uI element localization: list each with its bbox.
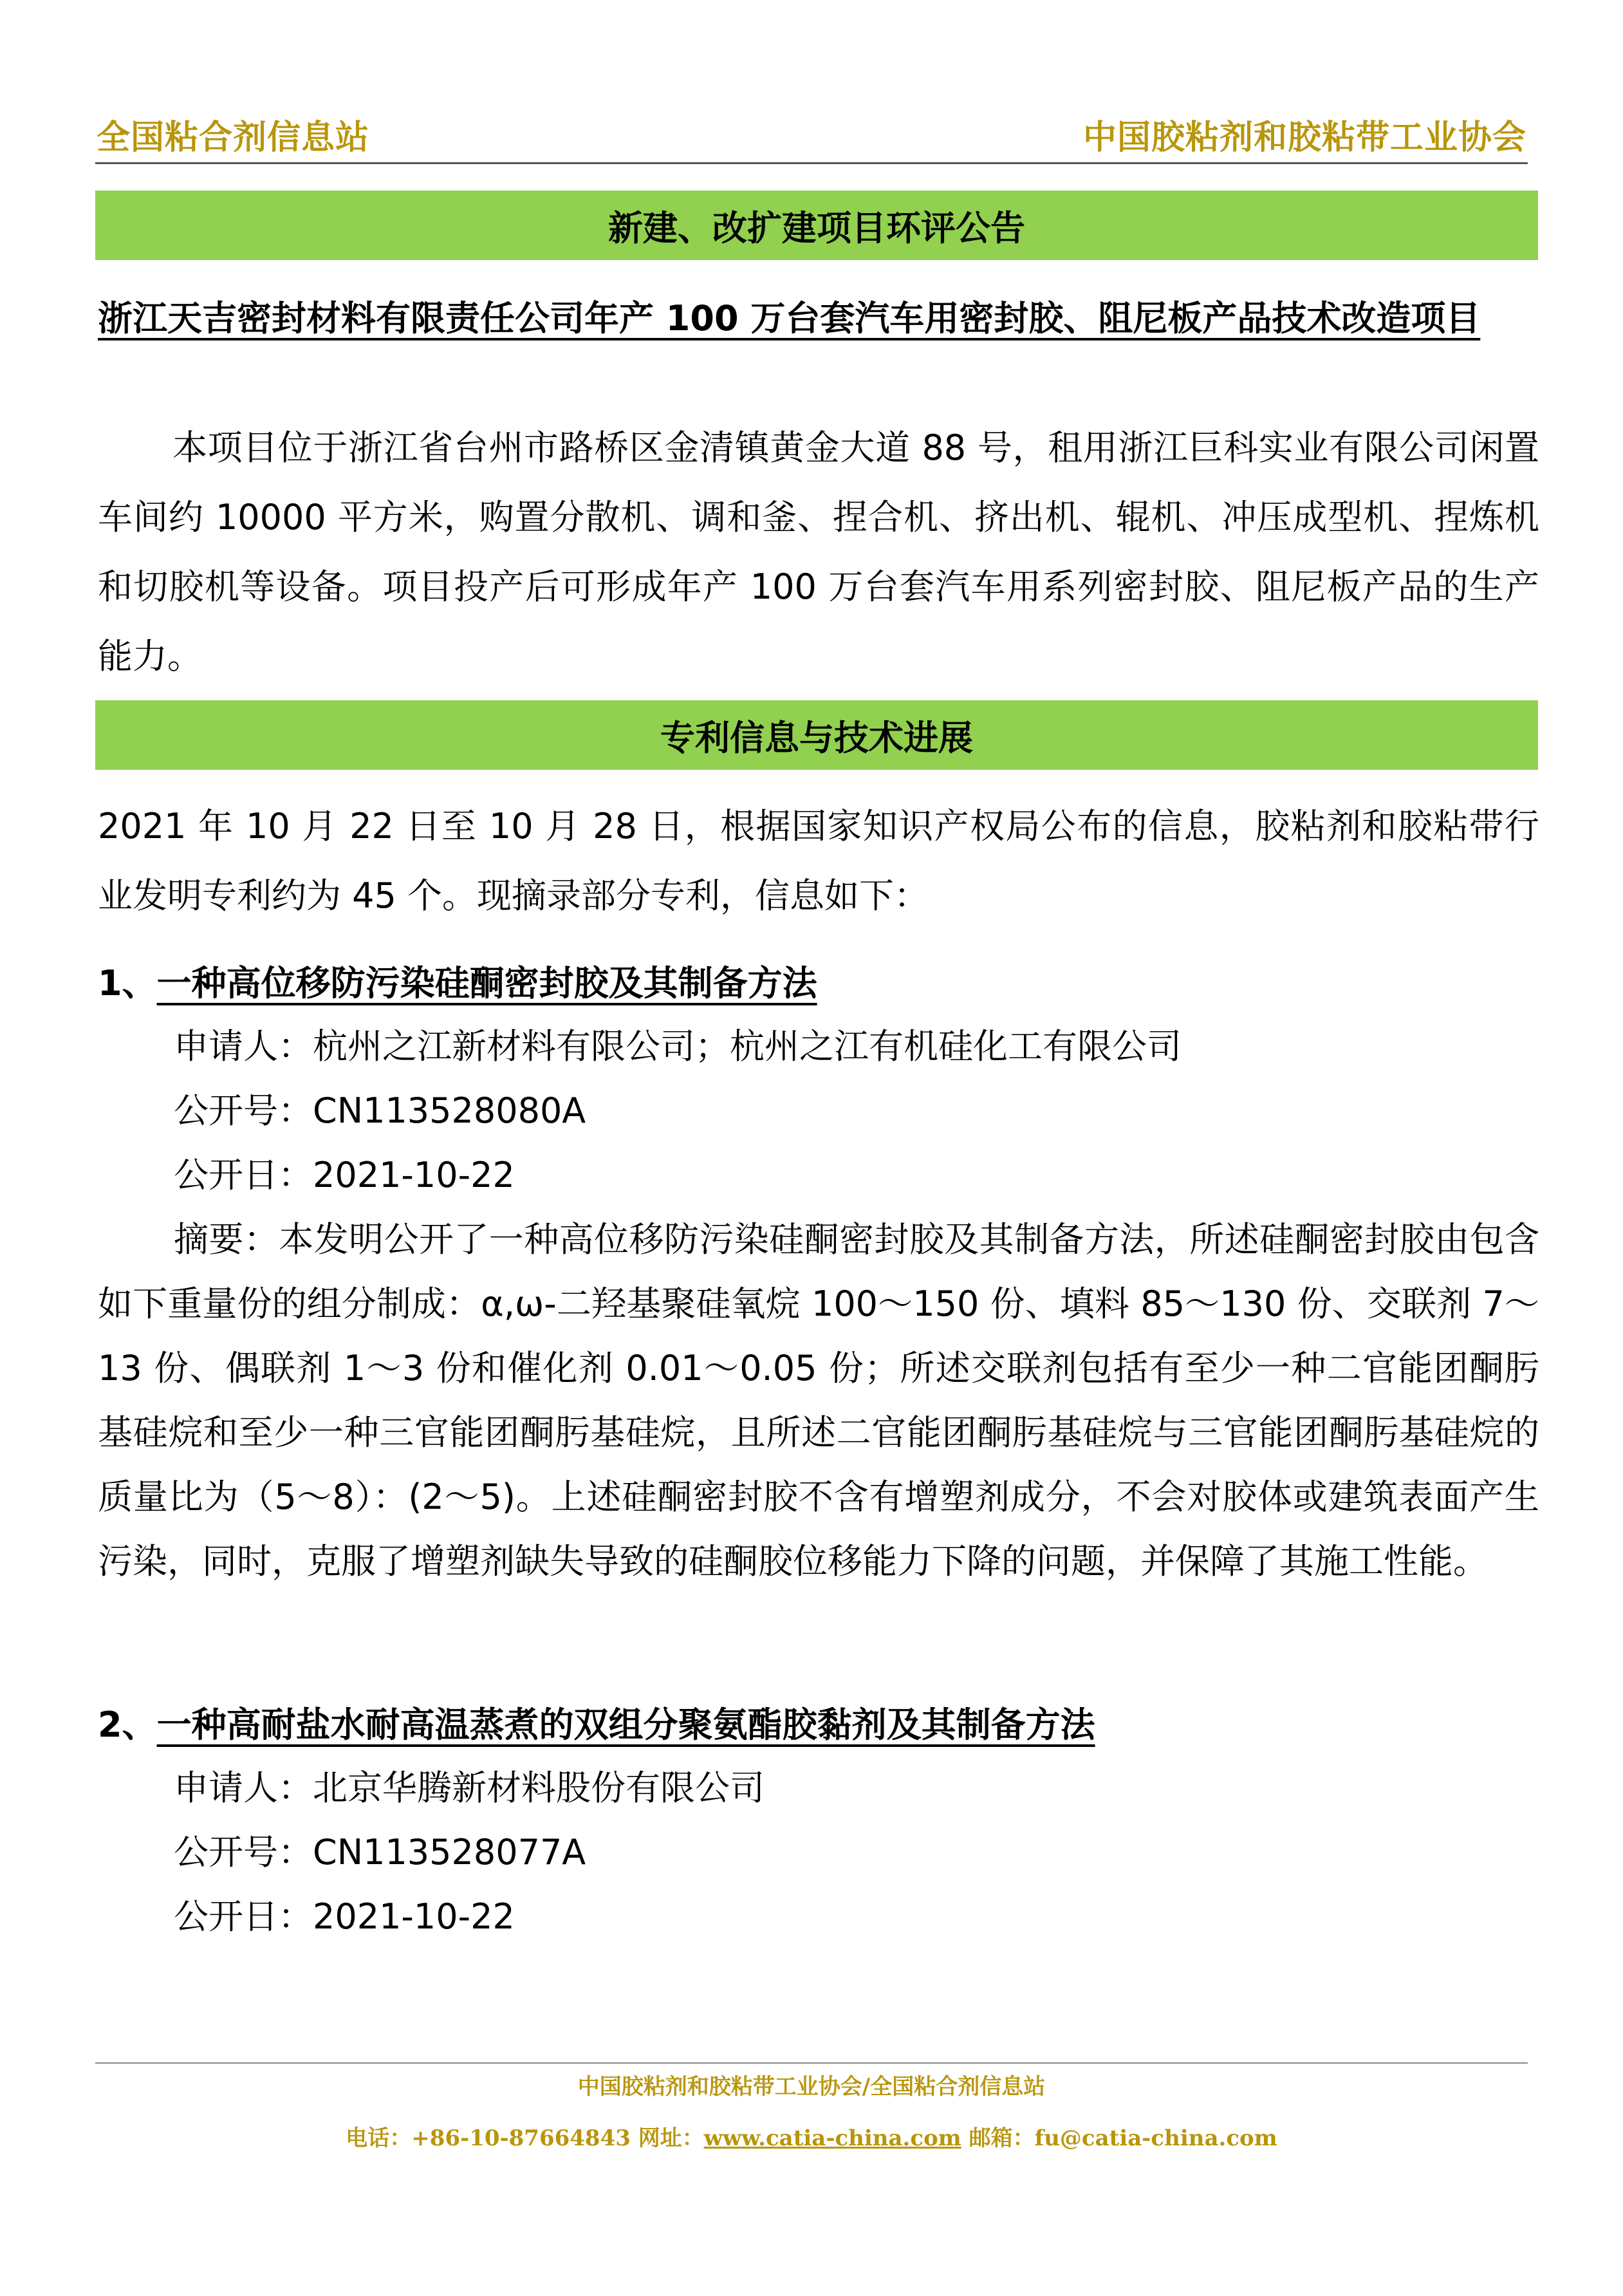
section-banner-patent: 专利信息与技术进展 (95, 700, 1538, 770)
patent-1-title: 一种高位移防污染硅酮密封胶及其制备方法 (156, 963, 817, 1003)
header-right-title: 中国胶粘剂和胶粘带工业协会 (1082, 118, 1526, 157)
patent-intro: 2021 年 10 月 22 日至 10 月 28 日，根据国家知识产权局公布的信息，胶粘剂和胶粘带行业发明专利约为 45 个。现摘录部分专利，信息如下： (98, 806, 1539, 916)
patent-2-pubdate: 公开日：2021-10-22 (174, 1896, 515, 1937)
section-banner-env: 新建、改扩建项目环评公告 (95, 191, 1538, 260)
patent-1-pubdate: 公开日：2021-10-22 (174, 1155, 515, 1195)
patent-2-applicant: 申请人：北京华腾新材料股份有限公司 (174, 1768, 765, 1808)
patent-2-pubno: 公开号：CN113528077A (174, 1832, 586, 1872)
patent-1-number: 1、 (98, 963, 157, 1003)
patent-1-heading (98, 951, 1539, 1016)
patent-2-heading (98, 1693, 1539, 1757)
footer-phone: 电话：+86-10-87664843 网址： (346, 2125, 704, 2151)
footer-contact (0, 2120, 1623, 2152)
patent-1-abstract: 摘要：本发明公开了一种高位移防污染硅酮密封胶及其制备方法，所述硅酮密封胶由包含如下重量份的组分制成：α,ω-二羟基聚硅氧烷 100～150 份、填料 85～130 份、交联剂 7～13 份、偶联剂 1～3 份和催化剂 0.01～0.05 份；所述交联剂包括有至少一种二官能团酮肟基硅烷和至少一种三官能团酮肟基硅烷，且所述二官能团酮肟基硅烷与三官能团酮肟基硅烷的质量比为（5～8）：(2～5)。上述硅酮密封胶不含有增塑剂成分，不会对胶体或建筑表面产生污染，同时，克服了增塑剂缺失导致的硅酮胶位移能力下降的问题，并保障了其施工性能。 (98, 1219, 1539, 1582)
patent-1-applicant: 申请人：杭州之江新材料有限公司；杭州之江有机硅化工有限公司 (174, 1026, 1182, 1067)
page-header (95, 113, 1528, 164)
footer-website-link[interactable]: www.catia-china.com (703, 2125, 961, 2151)
project-title: 浙江天吉密封材料有限责任公司年产 100 万台套汽车用密封胶、阻尼板产品技术改造项目 (98, 298, 1481, 339)
footer-email: 邮箱：fu@catia-china.com (961, 2125, 1277, 2151)
header-left-title: 全国粘合剂信息站 (97, 118, 370, 157)
patent-2-number: 2、 (98, 1704, 157, 1745)
project-body: 本项目位于浙江省台州市路桥区金清镇黄金大道 88 号，租用浙江巨科实业有限公司闲置车间约 10000 平方米，购置分散机、调和釜、捏合机、挤出机、辊机、冲压成型机、捏炼机和切胶机等设备。项目投产后可形成年产 100 万台套汽车用系列密封胶、阻尼板产品的生产能力。 (98, 427, 1539, 677)
footer-divider (95, 2062, 1528, 2064)
patent-2-title: 一种高耐盐水耐高温蒸煮的双组分聚氨酯胶黏剂及其制备方法 (156, 1704, 1095, 1745)
footer-org: 中国胶粘剂和胶粘带工业协会/全国粘合剂信息站 (577, 2074, 1046, 2100)
patent-1-pubno: 公开号：CN113528080A (174, 1090, 586, 1131)
